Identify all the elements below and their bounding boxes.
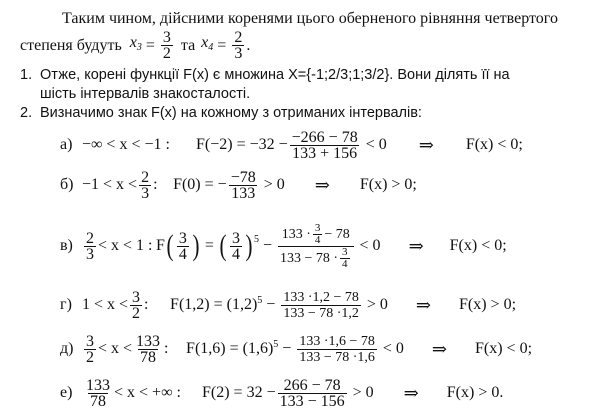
case-f-denominator: 133 − 156 <box>279 392 345 410</box>
case-c-num-inner-fraction <box>313 223 323 246</box>
case-a-expr: F(−2) = −32 − <box>196 136 288 153</box>
case-e-minus: − <box>282 340 292 357</box>
case-b-interval-pre: −1 < x < <box>82 176 138 193</box>
case-d-result: F(x) > 0; <box>459 296 517 313</box>
case-b-interval-fraction <box>139 170 151 201</box>
case-c-num-post: − 78 <box>324 226 350 242</box>
and-word: та <box>180 36 196 54</box>
case-d-fraction <box>281 290 361 321</box>
case-c-base-fraction <box>230 231 242 262</box>
case-f-interval-fraction <box>84 378 112 409</box>
implies-arrow: ⇒ <box>418 134 434 155</box>
case-f-result: F(x) > 0. <box>446 384 504 401</box>
x3-denominator: 2 <box>162 45 171 62</box>
case-b-interval-num: 2 <box>141 168 150 186</box>
case-b-label: б) <box>60 176 74 193</box>
case-d-expr: F(1,2) = (1,2) <box>170 296 258 313</box>
case-e <box>60 330 532 368</box>
case-e-interval-num-1: 3 <box>86 332 94 350</box>
case-c-label: в) <box>60 237 73 254</box>
case-d-comparison: > 0 <box>366 296 388 313</box>
case-d-interval-post: : <box>144 296 149 313</box>
case-a-numerator: −266 − 78 <box>291 128 358 146</box>
case-d-numerator: 133 ·1,2 − 78 <box>283 289 359 305</box>
case-c-inner-den: 4 <box>314 233 321 246</box>
case-d <box>60 286 516 324</box>
case-b <box>60 166 417 204</box>
item-1-line-1: Отже, корені функції F(x) є множина X={-1;2/3;1;3/2}. Вони ділять її на <box>40 67 510 83</box>
case-e-comparison: < 0 <box>382 340 404 357</box>
case-e-power: 5 <box>273 338 279 350</box>
case-c-base-den: 4 <box>231 245 240 263</box>
case-c-argument-fraction <box>177 231 189 262</box>
case-c-den-inner-fraction <box>340 247 350 270</box>
case-a-interval: −∞ < x < −1 : <box>82 136 170 153</box>
case-e-result: F(x) < 0; <box>475 340 533 357</box>
x4-fraction <box>232 30 244 61</box>
case-b-interval-post: : <box>153 176 158 193</box>
intro-line-1: Таким чином, дійсними коренями цього оберненого рівняння четвертого <box>62 10 558 27</box>
case-c-minus: − <box>262 237 272 254</box>
case-e-fraction <box>297 334 377 365</box>
case-f-label: е) <box>60 384 73 401</box>
case-c-comparison: < 0 <box>359 237 381 254</box>
case-c-num-pre: 133 · <box>281 226 311 242</box>
x3-equals: = <box>145 36 155 54</box>
case-e-numerator: 133 ·1,6 − 78 <box>299 333 375 349</box>
case-a-denominator: 133 + 156 <box>292 144 358 162</box>
case-c-equals: = <box>204 237 214 254</box>
case-d-interval-pre: 1 < x < <box>82 296 129 313</box>
case-f-interval-post: < x < +∞ : <box>114 384 181 401</box>
case-f-fraction <box>278 378 347 409</box>
case-a <box>60 128 523 162</box>
case-c-inner-num-2: 3 <box>342 245 348 258</box>
case-e-interval-num-2: 133 <box>136 332 161 350</box>
case-b-denominator: 133 <box>231 184 256 202</box>
case-f-interval-num: 133 <box>86 376 110 394</box>
intro-line-2 <box>20 30 250 61</box>
case-d-label: г) <box>60 296 72 313</box>
implies-arrow: ⇒ <box>408 235 424 256</box>
case-b-comparison: > 0 <box>263 176 285 193</box>
case-a-label: а) <box>60 136 73 153</box>
case-c-result: F(x) < 0; <box>449 237 507 254</box>
case-d-interval-den: 2 <box>132 304 141 322</box>
case-e-interval-fraction-1 <box>84 334 96 365</box>
left-paren: ( <box>219 229 227 262</box>
case-c <box>60 218 507 274</box>
item-2-text: Визначимо знак F(x) на кожному з отриманих інтервалів: <box>40 105 422 121</box>
case-b-numerator: −78 <box>230 168 256 186</box>
case-e-interval-den-1: 2 <box>86 348 94 366</box>
case-c-denominator <box>278 246 354 270</box>
case-e-interval-post: : <box>164 340 169 357</box>
case-f-numerator: 266 − 78 <box>283 376 341 394</box>
implies-arrow: ⇒ <box>431 338 447 359</box>
x4-variable: $x_4$ <box>201 34 214 53</box>
item-1-number: 1. <box>20 67 33 83</box>
x4-equals: = <box>217 36 227 54</box>
case-e-interval-den-2: 78 <box>140 348 157 366</box>
case-c-inner-den-2: 4 <box>342 257 348 270</box>
case-e-expr: F(1,6) = (1,6) <box>186 340 274 357</box>
case-c-interval-num: 2 <box>86 229 94 247</box>
case-c-arg-num: 3 <box>178 229 187 247</box>
case-c-inner-num: 3 <box>314 221 321 234</box>
implies-arrow: ⇒ <box>314 174 330 195</box>
x3-numerator: 3 <box>162 29 171 46</box>
case-c-interval-fraction <box>84 231 96 262</box>
case-a-result: F(x) < 0; <box>465 136 523 153</box>
case-a-fraction <box>290 130 360 161</box>
case-f-interval-den: 78 <box>90 392 106 410</box>
case-c-den-pre: 133 − 78 · <box>279 250 339 266</box>
case-d-interval-num: 3 <box>132 288 141 306</box>
right-paren: ) <box>192 229 200 262</box>
case-d-denominator: 133 − 78 ·1,2 <box>283 305 359 321</box>
case-f-expr: F(2) = 32 − <box>202 384 276 401</box>
case-b-interval-den: 3 <box>141 184 150 202</box>
right-paren: ) <box>245 229 253 262</box>
case-e-interval-fraction-2 <box>134 334 162 365</box>
item-1-line-2: шість інтервалів знакосталості. <box>40 86 251 102</box>
intro-line-2-text: степеня будуть <box>20 36 122 54</box>
case-c-arg-den: 4 <box>178 245 187 263</box>
case-c-interval-post: < x < 1 : <box>98 237 153 254</box>
case-b-result: F(x) > 0; <box>359 176 417 193</box>
case-d-minus: − <box>266 296 276 313</box>
case-f-comparison: > 0 <box>352 384 374 401</box>
case-d-power: 5 <box>257 294 263 306</box>
case-c-interval-den: 3 <box>86 245 94 263</box>
case-b-expr: F(0) = − <box>173 176 227 193</box>
case-b-fraction <box>229 170 258 201</box>
implies-arrow: ⇒ <box>415 294 431 315</box>
case-c-fraction <box>278 223 354 270</box>
x3-variable: $x_3$ <box>129 34 142 53</box>
case-c-base-num: 3 <box>231 229 240 247</box>
case-e-interval-mid: < x < <box>98 340 133 357</box>
intro-period: . <box>246 36 251 54</box>
x3-fraction <box>161 30 173 61</box>
case-e-denominator: 133 − 78 ·1,6 <box>299 349 375 365</box>
case-f <box>60 374 503 412</box>
case-c-power: 5 <box>253 233 259 245</box>
case-c-numerator <box>280 223 352 246</box>
case-c-expr: F <box>156 237 165 254</box>
left-paren: ( <box>166 229 174 262</box>
x4-numerator: 2 <box>234 29 243 46</box>
implies-arrow: ⇒ <box>403 382 419 403</box>
case-d-interval-fraction <box>130 290 142 321</box>
case-e-label: д) <box>60 340 74 357</box>
case-a-comparison: < 0 <box>365 136 387 153</box>
x4-denominator: 3 <box>234 45 243 62</box>
item-2-number: 2. <box>20 105 33 121</box>
